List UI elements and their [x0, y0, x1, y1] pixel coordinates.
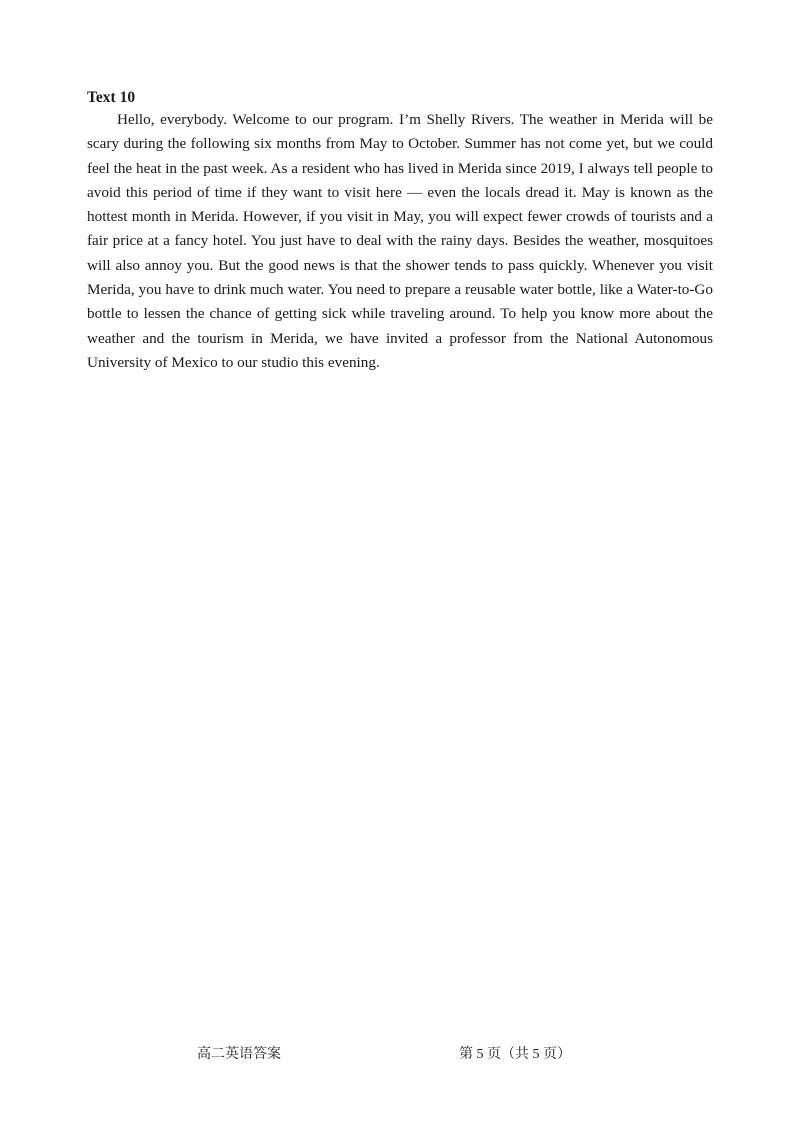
section-heading: Text 10 — [87, 89, 136, 106]
footer-course-label: 高二英语答案 — [197, 1047, 281, 1062]
body-paragraph: Hello, everybody. Welcome to our program. I’m Shelly Rivers. The weather in Merida will be scary during the following six months from May to October. Summer has not come yet, but we could feel the heat in the past week. As a resident who has lived in Merida since 2019, I always tell people to avoid this period of time if they want to visit here — even the locals dread it. May is known as the hottest month in Merida. However, if you visit in May, you will expect fewer crowds of tourists and a fair price at a fancy hotel. You just have to deal with the rainy days. Besides the weather, mosquitoes will also annoy you. But the good news is that the shower tends to pass quickly. Whenever you visit Merida, you have to drink much water. You need to prepare a reusable water bottle, like a Water-to-Go bottle to lessen the chance of getting sick while traveling around. To help you know more about the weather and the tourism in Merida, we have invited a professor from the National Autonomous University of Mexico to our studio this evening. — [87, 111, 713, 371]
footer-page-number: 第 5 页（共 5 页） — [459, 1047, 571, 1062]
